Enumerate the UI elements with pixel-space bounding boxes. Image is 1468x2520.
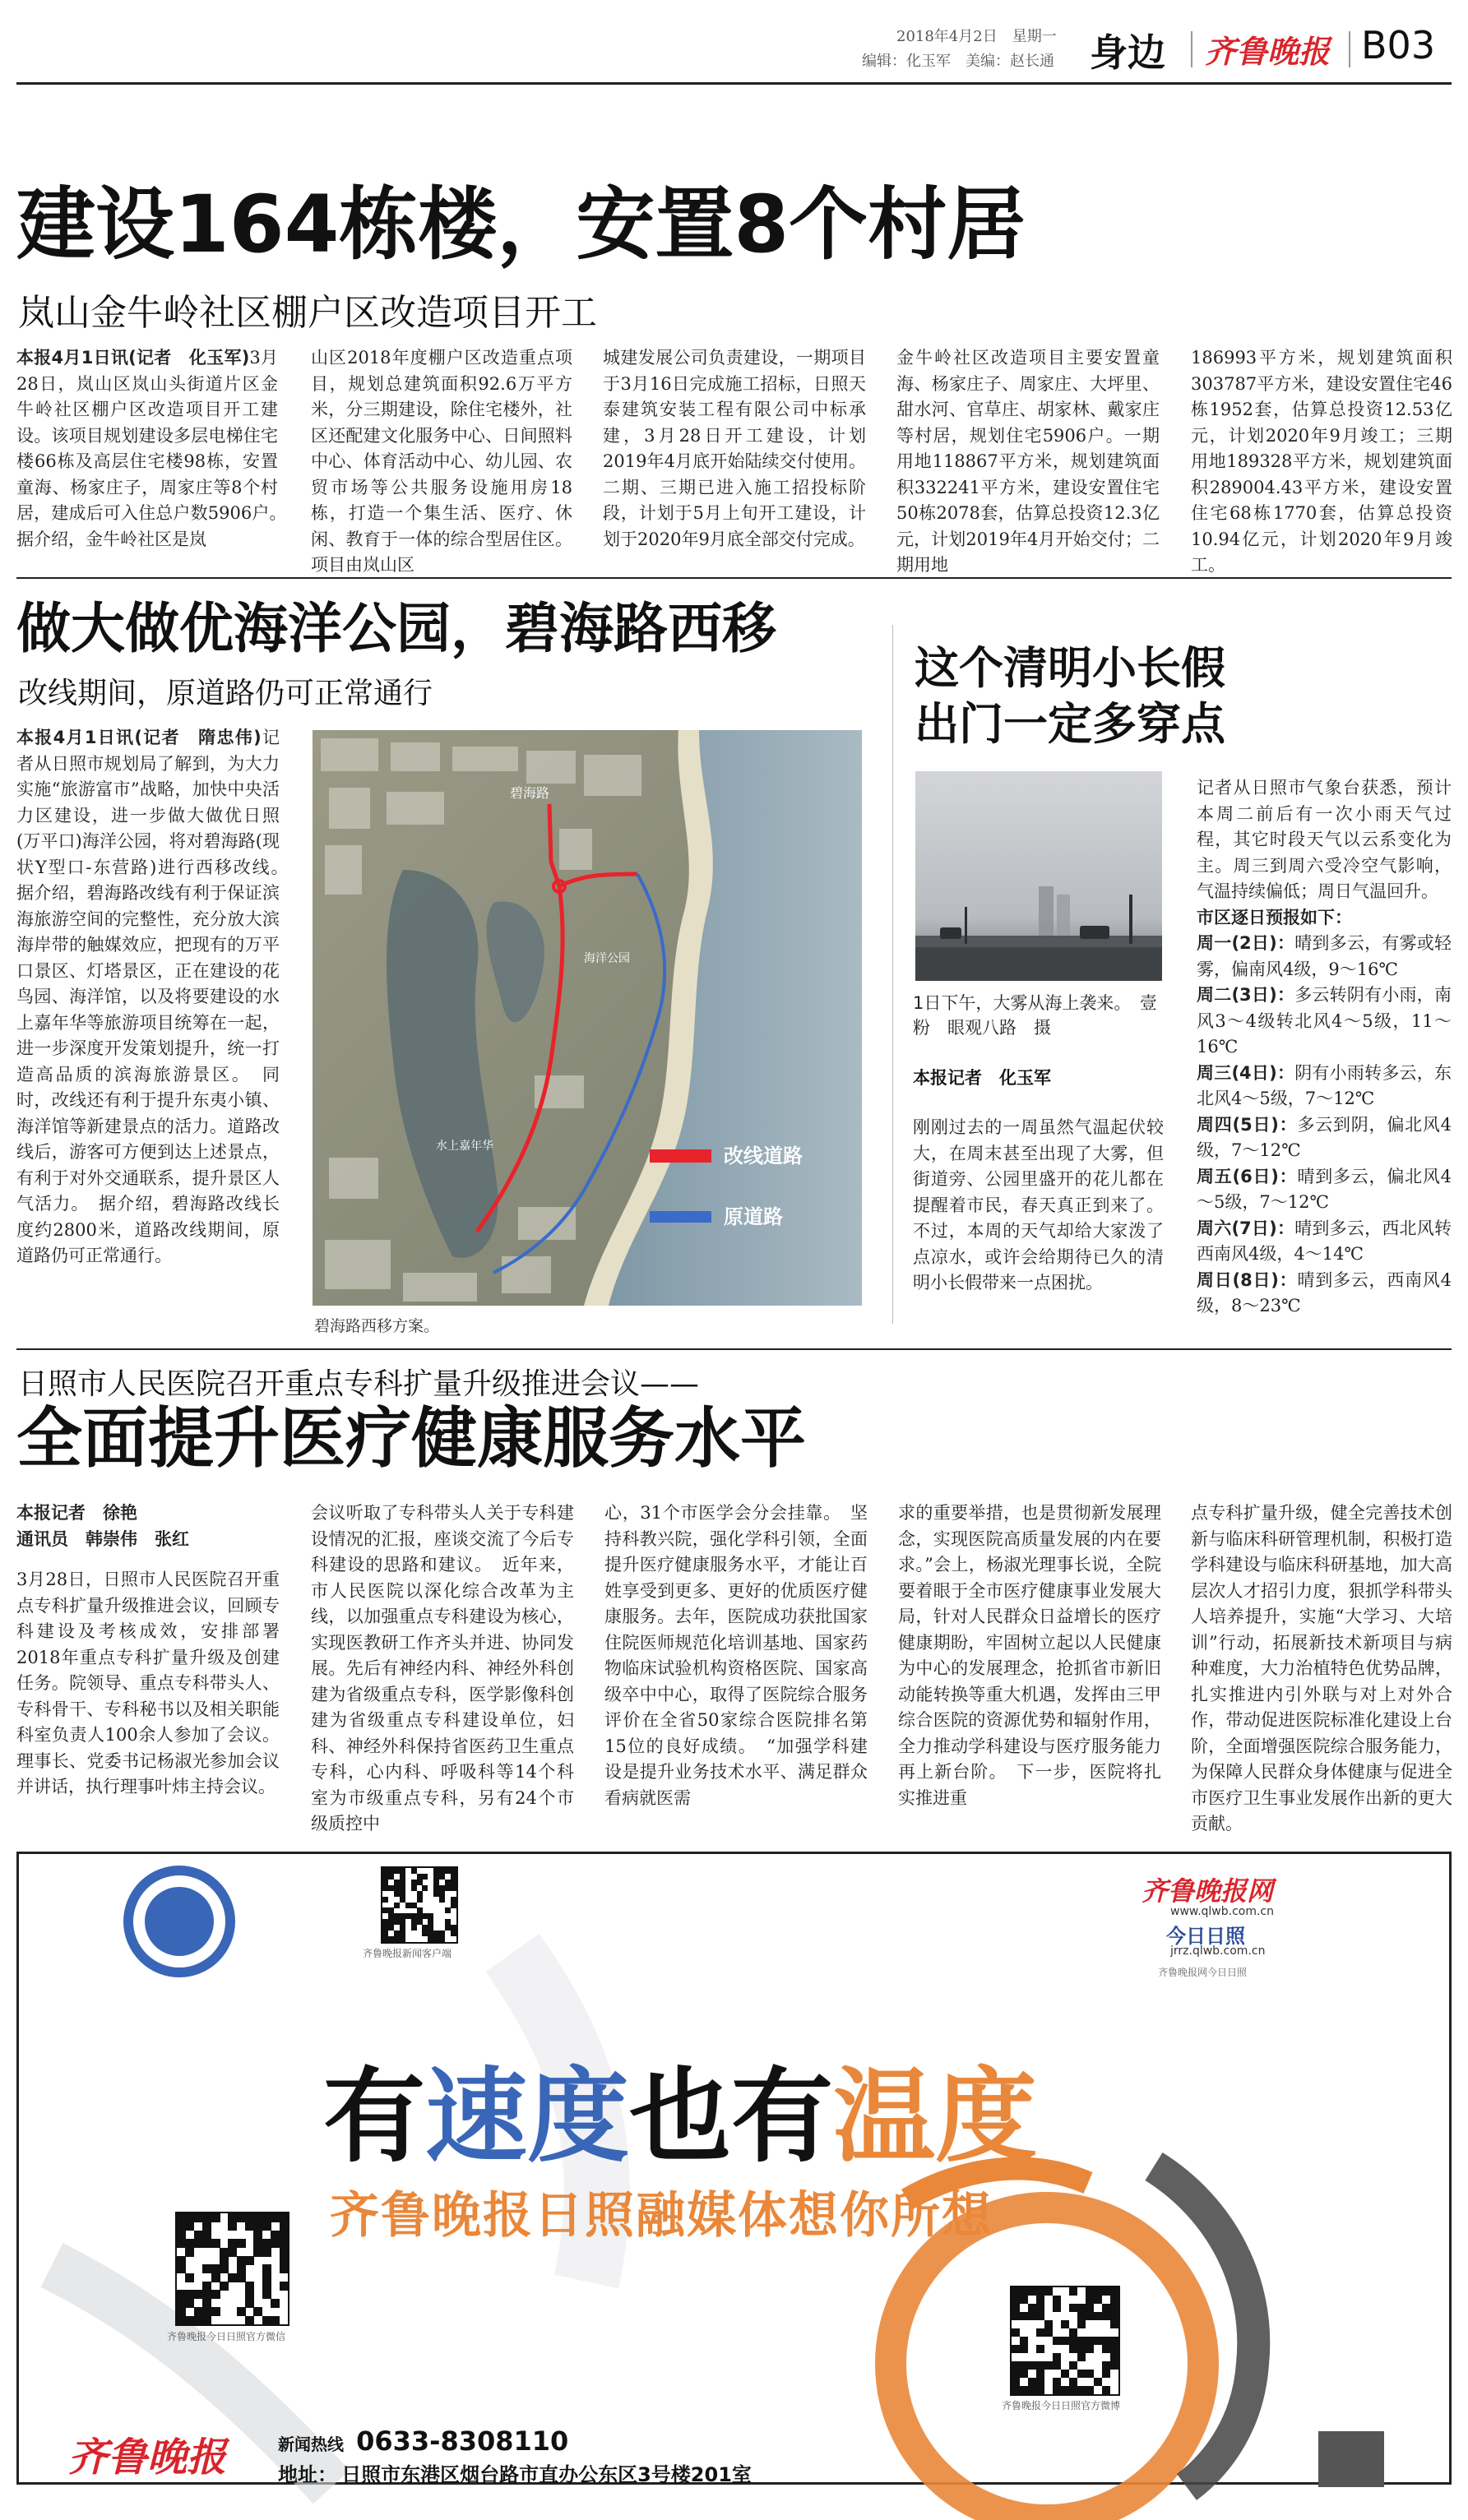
story4-col1: [16, 1500, 280, 1838]
forecast-list: [1197, 931, 1452, 1320]
forecast-row: [1197, 1268, 1452, 1320]
qr-code-app[interactable]: [381, 1866, 458, 1944]
ad-title-part2: 速度: [425, 2058, 630, 2176]
story3-left-rule: [892, 625, 893, 1324]
forecast-row: [1197, 931, 1452, 983]
story3-headline-2: 出门一定多穿点: [915, 698, 1225, 750]
story3-lead-text: 刚刚过去的一周虽然气温起伏较大，在周末甚至出现了大雾，但街道旁、公园里盛开的花儿都在提醒着市民，春天真正到来了。不过，本周的天气却给大家泼了点凉水，或许会给期待已久的清明小长假带来一点困扰。: [913, 1117, 1164, 1292]
qr-code-wechat[interactable]: [175, 2212, 289, 2326]
ad-site-name: 今日日照: [1166, 1925, 1245, 1948]
story3-lead: [913, 1115, 1164, 1312]
ad-site-url1: www.qlwb.com.cn: [1170, 1905, 1274, 1918]
legend-new-swatch: [650, 1149, 711, 1163]
hotline-number: 0633-8308110: [356, 2425, 569, 2457]
story3-byline: 本报记者 化玉军: [913, 1068, 1051, 1088]
story1-col2: [311, 345, 572, 575]
ad-site-url2: jrrz.qlwb.com.cn: [1170, 1944, 1266, 1958]
story4-col1-text: 3月28日，日照市人民医院召开重点专科扩量升级推进会议，回顾专科建设及考核成效，安排部署2018年重点专科扩量升级及创建任务。院领导、重点专科带头人、专科骨干、专科秘书以及相关职能科室负责人100余人参加了会议。理事长、党委书记杨淑光参加会议并讲话，执行理事叶炜主持会议。: [16, 1570, 280, 1796]
forecast-text: 晴到多云，偏北风4～5级，7～12℃: [1197, 1166, 1452, 1212]
story4-col4-text: 求的重要举措，也是贯彻新发展理念，实现医院高质量发展的内在要求。”会上，杨淑光理事长说，全院要着眼于全市医疗健康事业发展大局，针对人民群众日益增长的医疗健康期盼，牢固树立起以人民健康为中心的发展理念，抢抓省市新旧动能转换等重大机遇，发挥由三甲综合医院的资源优势和辐射作用，全力推动学科建设与医疗服务能力再上新台阶。 下一步，医院将扎实推进重: [898, 1503, 1161, 1808]
issue-date: 2018年4月2日 星期一: [896, 28, 1057, 45]
road-map: [313, 730, 862, 1306]
forecast-day: 周二(3日)：: [1197, 985, 1295, 1005]
forecast-text: 晴到多云，西南风4级，8～23℃: [1197, 1269, 1452, 1315]
story1-col4: [896, 345, 1160, 575]
ad-banner: [16, 1852, 1452, 2485]
ad-title: [323, 2060, 1037, 2175]
header-divider-2: [1349, 31, 1350, 67]
ad-site-caption: 齐鲁晚报网今日日照: [1158, 1967, 1248, 1978]
forecast-row: [1197, 1061, 1452, 1112]
address-label: 地址：: [278, 2463, 337, 2486]
header: [0, 0, 1468, 82]
map-caption: 碧海路西移方案。: [314, 1317, 440, 1335]
forecast-title-text: 市区逐日预报如下：: [1197, 907, 1352, 927]
story4-byline2: [16, 1527, 280, 1553]
story1-col1-text: 3月28日，岚山区岚山头街道片区金牛岭社区棚户区改造项目开工建设。该项目规划建设多层电梯住宅楼66栋及高层住宅楼98栋，安置童海、杨家庄子，周家庄等8个村居，建成后可入住总户数5906户。 据介绍，金牛岭社区是岚: [16, 348, 295, 549]
story1-subhead: 岚山金牛岭社区棚户区改造项目开工: [18, 292, 597, 334]
qr1-caption: 齐鲁晚报新闻客户端: [363, 1948, 452, 1959]
story2-bottom-rule: [16, 1348, 1452, 1350]
footer-hotline: [278, 2425, 568, 2457]
header-rule: [16, 82, 1452, 85]
forecast-text: 阴有小雨转多云，东北风4～5级，7～12℃: [1197, 1062, 1452, 1108]
story1-col5: [1191, 345, 1452, 575]
story1-col3-text: 城建发展公司负责建设，一期项目于3月16日完成施工招标，日照天泰建筑安装工程有限公司中标承建，3月28日开工建设，计划2019年4月底开始陆续交付使用。二期、三期已进入施工招投标阶段，计划于5月上旬开工建设，计划于2020年9月底全部交付完成。: [603, 348, 866, 549]
page-number: B03: [1361, 23, 1436, 67]
story4-col3-text: 心，31个市医学会分会挂靠。 坚持科教兴院，强化学科引领，全面提升医疗健康服务水平，才能让百姓享受到更多、更好的优质医疗健康服务。去年，医院成功获批国家住院医师规范化培训基地、国家药物临床试验机构资格医院、国家高级卒中中心，取得了医院综合服务评价在全省50家综合医院排名第15位的良好成绩。 “加强学科建设是提升业务技术水平、满足群众看病就医需: [604, 1503, 868, 1808]
story4-col2-text: 会议听取了专科带头人关于专科建设情况的汇报，座谈交流了今后专科建设的思路和建议。 近年来，市人民医院以深化综合改革为主线，以加强重点专科建设为核心，实现医教研工作齐头并进、协同发展。先后有神经内科、神经外科创建为省级重点专科，医学影像科创建为省级重点专科建设单位，妇科、神经外科保持省医药卫生重点专科，心内科、呼吸科等14个科室为市级重点专科，另有24个市级质控中: [311, 1503, 574, 1833]
road-map-svg: [313, 730, 862, 1306]
story4-col5: [1191, 1500, 1452, 1838]
story1-headline: 建设164栋楼，安置8个村居: [16, 178, 1026, 270]
brand-logo: 齐鲁晚报: [1205, 34, 1331, 70]
story1-col2-text: 山区2018年度棚户区改造重点项目，规划总建筑面积92.6万平方米，分三期建设，除住宅楼外，社区还配建文化服务中心、日间照料中心、体育活动中心、幼儿园、农贸市场等公共服务设施用房18栋，打造一个集生活、医疗、休闲、教育于一体的综合型居住区。项目由岚山区: [311, 348, 572, 575]
qr2-caption: 齐鲁晚报今日日照官方微信: [167, 2331, 286, 2342]
story4-byline1: [16, 1500, 280, 1527]
ad-title-part4: 温度: [833, 2058, 1038, 2176]
forecast-day: 周三(4日)：: [1197, 1062, 1295, 1083]
story3-forecast: [1197, 775, 1452, 1318]
story1-bottom-rule: [16, 577, 1452, 579]
story1-byline: 本报4月1日讯(记者 化玉军): [16, 348, 250, 368]
story1-col4-text: 金牛岭社区改造项目主要安置童海、杨家庄子、周家庄、大坪里、甜水河、官草庄、胡家林、戴家庄等村居，规划住宅5906户。一期用地118867平方米，规划建筑面积332241平方米，建设安置住宅50栋2078套，估算总投资12.3亿元，计划2019年4月开始交付；二期用地: [896, 348, 1160, 575]
forecast-day: 周一(2日)：: [1197, 933, 1295, 953]
header-divider: [1191, 31, 1192, 67]
forecast-text: 晴到多云，有雾或轻雾，偏南风4级，9～16℃: [1197, 933, 1452, 979]
story3-intro: 记者从日照市气象台获悉，预计本周二前后有一次小雨天气过程，其它时段天气以云系变化为主。周三到周六受冷空气影响，气温持续偏低；周日气温回升。: [1197, 778, 1452, 901]
forecast-day: 周日(8日)：: [1197, 1269, 1298, 1290]
section-name: 身边: [1090, 30, 1165, 75]
legend-old-label: 原道路: [724, 1205, 783, 1228]
fog-photo: [915, 771, 1162, 981]
forecast-row: [1197, 1112, 1452, 1164]
forecast-title: [1197, 905, 1452, 932]
hotline-label: 新闻热线: [278, 2434, 344, 2454]
fog-photo-svg: [915, 771, 1162, 981]
footer-brand-logo: 齐鲁晚报: [68, 2434, 227, 2481]
footer-address: [278, 2458, 752, 2487]
forecast-day: 周四(5日)：: [1197, 1114, 1298, 1135]
map-label-lake: 水上嘉年华: [436, 1140, 493, 1153]
legend-old-swatch: [650, 1211, 711, 1223]
address-text: 日照市东港区烟台路市直办公东区3号楼201室: [341, 2463, 752, 2486]
legend-new-label: 改线道路: [724, 1144, 803, 1168]
story4-byline2-text: 通讯员 韩崇伟 张红: [16, 1528, 189, 1549]
story2-body: [16, 725, 297, 1317]
story2-headline: 做大做优海洋公园，碧海路西移: [16, 597, 776, 660]
story2-body-text: 记者从日照市规划局了解到，为大力实施“旅游富市”战略，加快中央活力区建设，进一步做大做优日照(万平口)海洋公园，将对碧海路(现状Y型口-东营路)进行西移改线。 据介绍，碧海路改线有利于保证滨海旅游空间的完整性，充分放大滨海岸带的触媒效应，把现有的万平口景区、灯塔景区，正在建设的花鸟园、海洋馆，以及将要建设的水上嘉年华等旅游项目统筹在一起，进一步深度开发策划提升，统一打造高品质的滨海旅游景区。 同时，改线还有利于提升东夷小镇、海洋馆等新建景点的活力。道路改线后，游客可方便到达上述景点，有利于对外交通联系，提升景区人气活力。 据介绍，碧海路改线长度约2800米，道路改线期间，原道路仍可正常通行。: [16, 728, 297, 1265]
story2-byline: 本报4月1日讯(记者 隋忠伟): [16, 728, 262, 747]
story1-col1: [16, 345, 295, 567]
ad-slogan: 齐鲁晚报日照融媒体想你所想: [330, 2187, 993, 2245]
qr-code-weibo[interactable]: [1010, 2286, 1120, 2396]
ad-site-brand: 齐鲁晚报网: [1142, 1875, 1274, 1907]
forecast-row: [1197, 983, 1452, 1061]
map-label-north: 碧海路: [510, 785, 550, 801]
forecast-row: [1197, 1216, 1452, 1268]
story4-kicker: 日照市人民医院召开重点专科扩量升级推进会议——: [18, 1367, 700, 1401]
story4-headline: 全面提升医疗健康服务水平: [16, 1400, 806, 1477]
forecast-row: [1197, 1164, 1452, 1216]
story4-col5-text: 点专科扩量升级，健全完善技术创新与临床科研管理机制，积极打造学科建设与临床科研基地，加大高层次人才招引力度，狠抓学科带头人培养提升，实施“大学习、大培训”行动，拓展新技术新项目与病种难度，大力治植特色优势品牌，扎实推进内引外联与对上对外合作，带动促进医院标准化建设上台阶，全面增强医院综合服务能力，为保障人民群众身体健康与促进全市医疗卫生事业发展作出新的更大贡献。: [1191, 1503, 1452, 1833]
ad-title-part3: 也有: [629, 2058, 834, 2176]
editors: 编辑：化玉军 美编：赵长通: [862, 53, 1054, 70]
forecast-day: 周五(6日)：: [1197, 1166, 1298, 1186]
forecast-text: 晴到多云，西北风转西南风4级，4～14℃: [1197, 1218, 1452, 1264]
fog-photo-caption: 1日下午，大雾从海上袭来。 壹粉 眼观八路 摄: [913, 993, 1157, 1038]
story1-col5-text: 186993平方米，规划建筑面积303787平方米，建设安置住宅46栋1952套，估算总投资12.53亿元，计划2020年9月竣工；三期用地189328平方米，规划建筑面积289004.43平方米，建设安置住宅68栋1770套，估算总投资10.94亿元，计划2020年9月竣工。: [1191, 348, 1452, 575]
forecast-text: 多云转阴有小雨，南风3～4级转北风4～5级，11～16℃: [1197, 985, 1452, 1057]
map-label-park: 海洋公园: [584, 952, 630, 965]
story4-byline1-text: 本报记者 徐艳: [16, 1503, 137, 1523]
story4-col3: [604, 1500, 868, 1838]
forecast-day: 周六(7日)：: [1197, 1218, 1295, 1238]
story3-headline-1: 这个清明小长假: [915, 642, 1225, 694]
ad-title-part1: 有: [323, 2058, 426, 2176]
story2-subhead: 改线期间，原道路仍可正常通行: [18, 677, 433, 710]
story1-col3: [603, 345, 866, 567]
forecast-text: 多云到阴，偏北风4级，7～12℃: [1197, 1114, 1452, 1160]
story4-col2: [311, 1500, 574, 1838]
story4-col4: [898, 1500, 1161, 1838]
qr3-caption: 齐鲁晚报今日日照官方微博: [1002, 2400, 1121, 2411]
